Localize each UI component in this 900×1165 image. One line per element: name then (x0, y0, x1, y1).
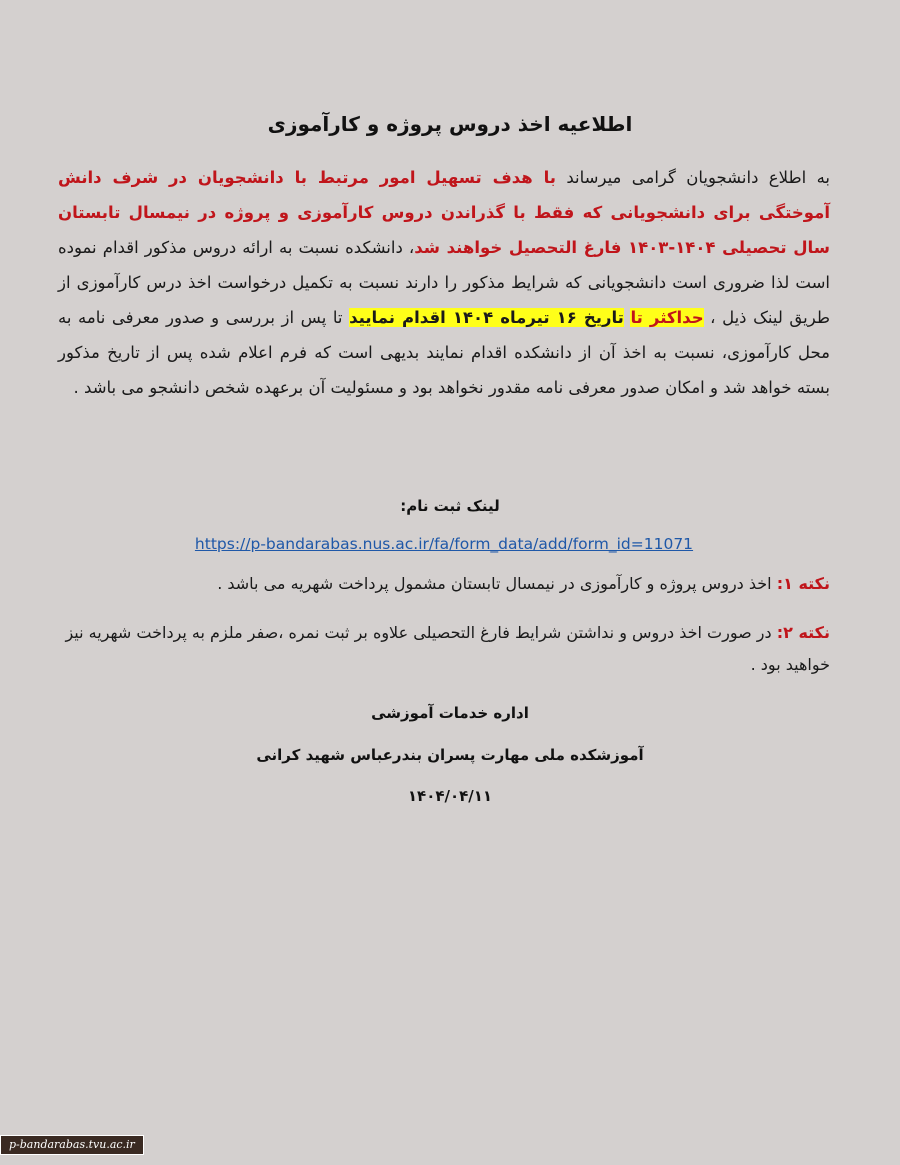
signature-institution: آموزشکده ملی مهارت پسران بندرعباس شهید کرانی (256, 746, 644, 764)
note-1-text: اخذ دروس پروژه و کارآموزی در نیمسال تابستان مشمول پرداخت شهریه می باشد . (217, 574, 777, 593)
body-instruction: ، دانشکده نسبت به ارائه دروس مذکور اقدام نموده است لذا ضروری است دانشجویانی که شرایط مذکور را دارند نسبت به تکمیل درخواست اخذ درس کارآموزی از طریق لینک ذیل ، (58, 238, 831, 327)
note-2-text: در صورت اخذ دروس و نداشتن شرایط فارغ التحصیلی علاوه بر ثبت نمره ،صفر ملزم به پرداخت شهریه نیز خواهید بود . (65, 623, 830, 674)
registration-link-label: لینک ثبت نام: (400, 497, 500, 515)
body-purpose: با هدف تسهیل امور مرتبط با دانشجویان در شرف دانش آموختگی برای دانشجویانی که فقط با گذراندن دروس کارآموزی و پروژه در نیمسال تابستان سال تحصیلی ۱۴۰۴-۱۴۰۳ فارغ التحصیل خواهند شد (58, 168, 830, 257)
note-2-label: نکته ۲: (776, 623, 830, 642)
body-consequence: تا پس از بررسی و صدور معرفی نامه به محل کارآموزی، نسبت به اخذ آن از دانشکده اقدام نمایند بدیهی است که فرم اعلام شده پس از تاریخ مذکور بسته خواهد شد و امکان صدور معرفی نامه مقدور نخواهد بود و مسئولیت آن برعهده شخص دانشجو می باشد . (58, 308, 830, 397)
registration-link[interactable]: https://p-bandarabas.nus.ac.ir/fa/form_data/add/form_id=11071 (194, 535, 694, 553)
deadline-prefix: حداکثر تا (630, 308, 704, 327)
note-2 (58, 617, 830, 681)
body-intro: به اطلاع دانشجویان گرامی میرساند (555, 168, 831, 187)
signature-office: اداره خدمات آموزشی (371, 704, 529, 722)
footer-site-badge[interactable]: p-bandarabas.tvu.ac.ir (0, 1135, 144, 1155)
signature-date: ۱۴۰۴/۰۴/۱۱ (407, 787, 493, 805)
deadline-date: تاریخ ۱۶ تیرماه ۱۴۰۴ اقدام نمایید (349, 308, 624, 327)
page-title: اطلاعیه اخذ دروس پروژه و کارآموزی (267, 112, 633, 136)
announcement-body (58, 160, 830, 405)
note-1 (58, 568, 830, 600)
note-1-label: نکته ۱: (776, 574, 830, 593)
